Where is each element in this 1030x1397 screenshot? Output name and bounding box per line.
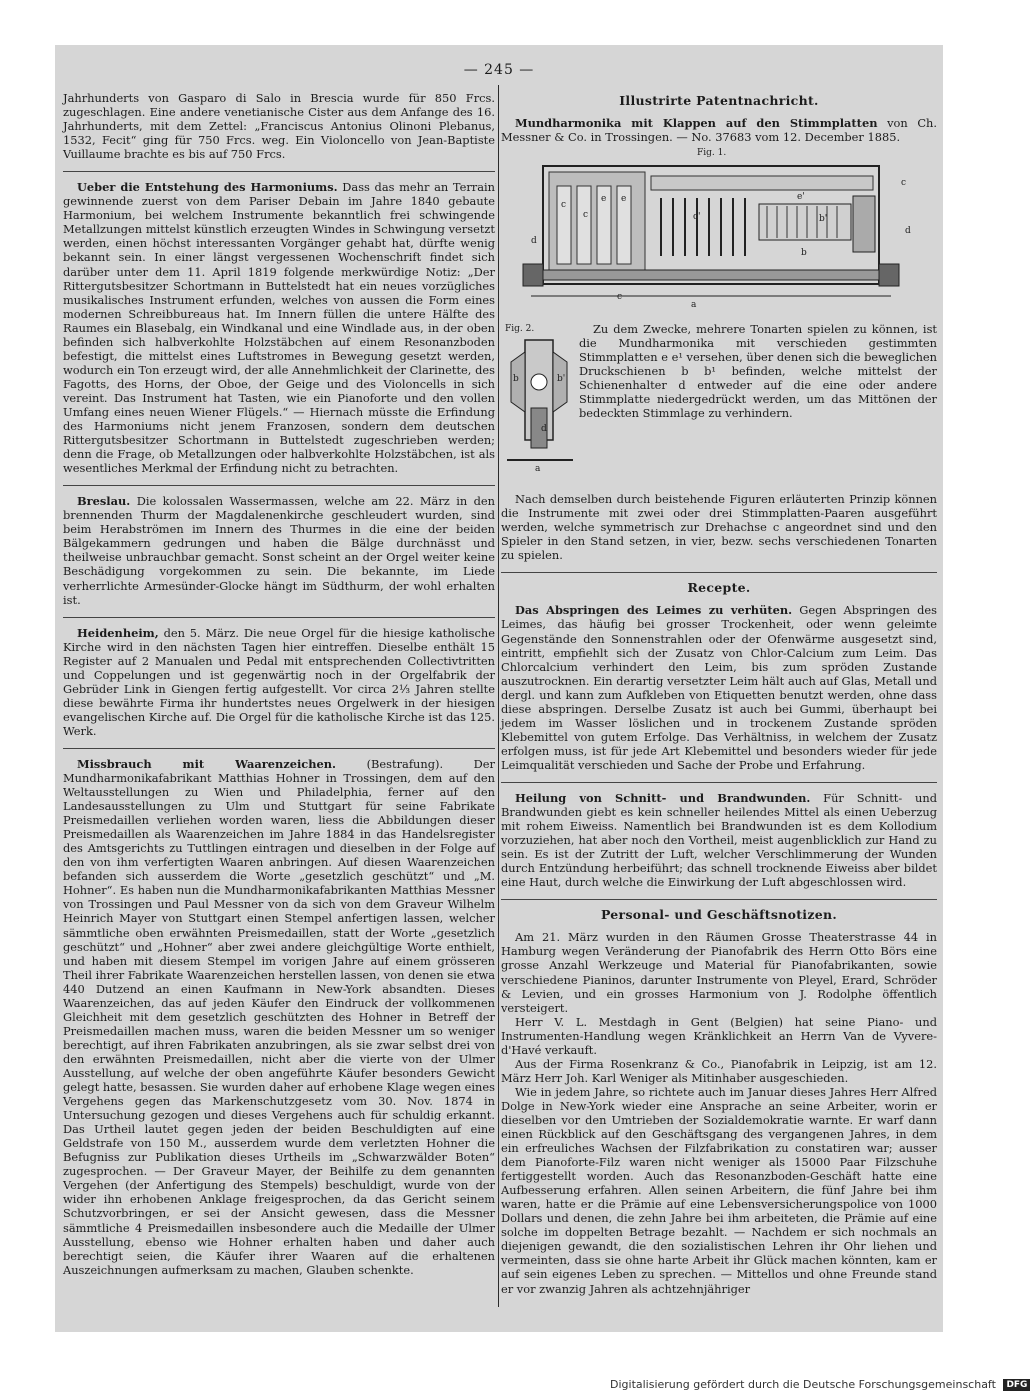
- fig1-letter: a: [691, 300, 697, 311]
- fig1-letter: c: [617, 292, 623, 303]
- divider: [63, 171, 495, 172]
- notice-leipzig: Aus der Firma Rosenkranz & Co., Pianofabrik in Leipzig, ist am 12. März Herr Joh. Karl Weniger als Mitinhaber ausgeschieden.: [501, 1056, 937, 1085]
- figure-2: [501, 322, 579, 492]
- left-column: [63, 91, 495, 1277]
- fig1-letter: e: [601, 194, 607, 205]
- article-body: Gegen Abspringen des Leimes, das häufig bei grosser Trockenheit, oder wenn geleimte Gegenstände den Sonnenstrahlen oder der Ofenwärme ausgesetzt sind, eintritt, empfiehlt sich der Zusatz von Chlor-Calcium zum Leim. Das Chlorcalcium verhindert den Leim, bis zum spröden Zustande auszutrocknen. Ein derartig versetzter Leim hält auch auf Glas, Metall und dergl. und kann zum Aufkleben von Etiquetten benutzt werden, ohne dass diese abspringen. Derselbe Zusatz ist auch bei Gummi, überhaupt bei jedem im Wasser löslichen und in trockenem Zustande spröden Klebemittel von gutem Erfolge. Das Verhältniss, in welchem der Zusatz erfolgen muss, ist für jede Art Klebemittel und besonders wieder für jede Leimqualität verschieden und Sache der Probe und Erfahrung.: [501, 603, 937, 772]
- article-body: (Bestrafung). Der Mundharmonikafabrikant Matthias Hohner in Trossingen, dem auf den Weltausstellungen zu Wien und Philadelphia, ferner auf den Landesausstellungen zu Ulm und Stuttgart für seine Fabrikate Preismedaillen verliehen worden waren, liess die Abbildungen dieser Preismedaillen als Waarenzeichen im Jahre 1884 in das Handelsregister des Amtsgerichts zu Tuttlingen eintragen und dieselben in der Folge auf den von ihm verfertigten Waaren anbringen. Auf diesen Waarenzeichen befanden sich ausserdem die Worte „gesetzlich geschützt“ und „M. Hohner“. Es haben nun die Mundharmonikafabrikanten Matthias Messner von Trossingen und Paul Messner von da sich von dem Graveur Wilhelm Heinrich Mayer von Stuttgart einen Stempel anfertigen lassen, welcher sämmtliche oben erwähnten Preismedaillen, statt der Worte „gesetzlich geschützt“ und „Hohner“ aber zwei andere gleichgültige Worte enthielt, und haben mit diesem Stempel im vorigen Jahre auf einem grösseren Theil ihrer Fabrikate Waarenzeichen herstellen lassen, von denen sie etwa 440 Dutzend an einen Kaufmann in New-York absandten. Dieses Waarenzeichen, das auf jeden Käufer den Eindruck der vollkommenen Gleichheit mit dem gesetzlich geschützten des Hohner in Betreff der Preismedaillen machen muss, waren die beiden Messner um so weniger berechtigt, auf ihren Fabrikaten anzubringen, als sie zwar selbst drei von den erwähnten Preismedaillen, nicht aber die vierte von der Ulmer Ausstellung, auf welche der oben angeführte Käufer besonders Gewicht gelegt hatte, besassen. Sie wurden daher auf erhobene Klage wegen eines Vergehens gegen das Markenschutzgesetz vom 30. Nov. 1874 in Untersuchung gezogen und dieses Vergehens auch für schuldig erkannt. Das Urtheil lautet gegen jeden der beiden Beschuldigten auf eine Geldstrafe von 150 M., ausserdem wurde dem verletzten Hohner die Befugniss zur Publikation dieses Urtheils im „Schwarzwälder Boten“ zugesprochen. — Der Graveur Mayer, der Beihilfe zu dem genannten Vergehen (der Anfertigung des Stempels) beschuldigt, wurde von der wider ihn erhobenen Anklage freigesprochen, da das Gericht seinem Schutzvorbringen, er sei der Ansicht gewesen, dass die Messner sämmtliche 4 Preismedaillen insbesondere auch die Medaille der Ulmer Ausstellung, ebenso wie Hohner erhalten haben und daher auch berechtigt seien, die Käufer ihrer Waaren auf die erhaltenen Auszeichnungen aufmerksam zu machen, Glauben schenkte.: [63, 756, 495, 1277]
- section-heading-patent: Illustrirte Patentnachricht.: [619, 93, 819, 108]
- article-title: Heidenheim,: [77, 625, 159, 640]
- fig1-letter: c: [583, 210, 589, 221]
- article-title: Missbrauch mit Waarenzeichen.: [77, 756, 336, 771]
- figure-2-label: Fig. 2.: [505, 324, 535, 335]
- fig1-letter: b: [801, 248, 807, 259]
- patent-description-2: Nach demselben durch beistehende Figuren erläuterten Prinzip können die Instrumente mit zwei oder drei Stimmplatten-Paaren ausgeführt werden, welche symmetrisch zur Drehachse c angeordnet sind und den Spieler in den Stand setzen, in vier, bezw. sechs verschiedenen Tonarten zu spielen.: [501, 492, 937, 563]
- column-divider: [498, 85, 499, 1307]
- dfg-logo: DFG: [1003, 1379, 1030, 1391]
- figure-1: [501, 146, 937, 316]
- article-body: den 5. März. Die neue Orgel für die hiesige katholische Kirche wird in den nächsten Tagen hier eintreffen. Dieselbe enthält 15 Register auf 2 Manualen und Pedal mit entsprechenden Collectivtritten und Coppelungen und ist gegenwärtig noch in der Orgelfabrik der Gebrüder Link in Giengen fertig aufgestellt. Vor circa 2⅓ Jahren stellte diese bewährte Firma ihr hundertstes neues Orgelwerk in der hiesigen evangelischen Kirche auf. Die Orgel für die katholische Kirche ist das 125. Werk.: [63, 625, 495, 738]
- fig2-letter: b: [513, 374, 519, 385]
- article-title: Breslau.: [77, 494, 131, 509]
- divider: [63, 617, 495, 618]
- article-body: Die kolossalen Wassermassen, welche am 22. März in den brennenden Thurm der Magdalenenkirche geschleudert wurden, sind beim Herabströmen im Innern des Thurmes in die eine der beiden Bälgekammern gedrungen und haben die Bälge durchnässt und theilweise unbrauchbar gemacht. Sonst scheint an der Orgel weiter keine Beschädigung vorgekommen zu sein. Die bekannte, im Liede verherrlichte Armesünder-Glocke hängt im Südthurm, der wohl erhalten ist.: [63, 494, 496, 607]
- divider: [63, 485, 495, 486]
- notice-hamburg: Am 21. März wurden in den Räumen Grosse Theaterstrasse 44 in Hamburg wegen Veränderung der Pianofabrik des Herrn Otto Börs eine grosse Anzahl Werkzeuge und Material für Pianofabrikanten, sowie verschiedene Pianinos, darunter Instrumente von Pleyel, Erard, Schröder & Levien, und ein grosses Harmonium von J. Rodolphe öffentlich versteigert.: [501, 930, 937, 1015]
- harmonica-diagram: [501, 146, 937, 316]
- article-title: Ueber die Entstehung des Harmoniums.: [77, 180, 338, 195]
- notice-gent: Herr V. L. Mestdagh in Gent (Belgien) hat seine Piano- und Instrumenten-Handlung wegen Kränklichkeit an Herrn Van de Vyvere-d'Havé verkauft.: [501, 1014, 937, 1057]
- patent-meta: von Ch. Messner & Co. in Trossingen. — No. 37683 vom 12. December 1885.: [501, 116, 937, 145]
- fig1-letter: c': [693, 212, 701, 223]
- scanned-page: [55, 45, 943, 1332]
- article-heilung: [501, 791, 937, 889]
- divider: [501, 899, 937, 900]
- article-body: Dass das mehr an Terrain gewinnende zuerst von dem Pariser Debain im Jahre 1840 gebaute Harmonium, bei welchem Instrumente bekanntlich frei schwingende Metallzungen mittelst künstlich erzeugten Windes in Schwingung versetzt werden, einen höchst interessanten Vorgänger gehabt hat, dürfte wenig bekannt sein. In einer längst vergessenen Wochenschrift findet sich darüber unter dem 11. April 1819 folgende merkwürdige Notiz: „Der Rittergutsbesitzer Schortmann in Buttelstedt hat ein neues vorzügliches musikalisches Instrument erfunden, welches von aussen die Form eines modernen Schreibbureaus hat. Im Innern füllen die untere Hälfte des Raumes ein Blasebalg, ein Windkanal und eine Windlade aus, in der oben befinden sich halbverkohlte Holzstäbchen auf einem Resonanzboden befestigt, die mittelst eines Luftstromes in Bewegung gesetzt werden, wodurch ein Ton erzeugt wird, der alle Annehmlichkeit der Clarinette, des Fagotts, des Horns, der Oboe, der Geige und des Violoncells in sich vereint. Das Instrument hat Tasten, wie ein Pianoforte und den vollen Umfang eines neuen Wiener Flügels.“ — Hiernach müsste die Erfindung des Harmoniums nicht jenem Franzosen, sondern dem deutschen Rittergutsbesitzer Schortmann in Buttelstedt zugeschrieben werden; denn die Frage, ob Metallzungen oder halbverkohlte Holzstäbchen, ist als wesentliches Merkmal der Erfindung nicht zu betrachten.: [63, 180, 495, 476]
- fig1-letter: e: [621, 194, 627, 205]
- article-waarenzeichen: [63, 757, 495, 1277]
- notice-dolge: Wie in jedem Jahre, so richtete auch im Januar dieses Jahres Herr Alfred Dolge in New-York wieder eine Ansprache an seine Arbeiter, worin er dieselben vor den Umtrieben der Sozialdemokratie warnte. Er warf dann einen Rückblick auf den Geschäftsgang des vergangenen Jahres, in dem ein erfreuliches Wachsen der Filzfabrikation zu constatiren war; ausser dem Pianoforte-Filz waren nicht weniger als 15000 Paar Filzschuhe fertiggestellt worden. Auch das Resonanzboden-Geschäft hatte eine Aufbesserung erfahren. Allen seinen Arbeitern, die fünf Jahre bei ihm waren, hatte er die Prämie auf eine Lebensversicherungspolice von 1000 Dollars und denen, die zehn Jahre bei ihm arbeiteten, die Prämie auf eine solche im doppelten Betrage bezahlt. — Nachdem er sich nochmals an diejenigen gewandt, die den sozialistischen Lehren ihr Ohr liehen und vermeinten, dass sie ohne harte Arbeit ihr Glück machen könnten, kam er auf sein eigenes Leben zu sprechen. — Mittellos und ohne Freunde stand er vor zwanzig Jahren als achtzehnjähriger: [501, 1084, 937, 1296]
- paragraph-auction: Jahrhunderts von Gasparo di Salo in Brescia wurde für 850 Frcs. zugeschlagen. Eine andere venetianische Cister aus dem Anfange des 16. Jahrhunderts, mit dem Zettel: „Franciscus Antonius Olinoni Plebanus, 1532, Fecit“ ging für 750 Frcs. weg. Ein Violoncello von Jean-Baptiste Vuillaume brachte es bis auf 750 Frcs.: [63, 91, 495, 162]
- article-leim: [501, 603, 937, 772]
- article-title: Heilung von Schnitt- und Brandwunden.: [515, 790, 811, 805]
- fig1-letter: d: [531, 236, 537, 247]
- article-harmonium: [63, 180, 495, 475]
- article-heidenheim: [63, 626, 495, 738]
- digitization-credit: [610, 1378, 1030, 1391]
- figure-2-text: [579, 322, 937, 492]
- credit-text: Digitalisierung gefördert durch die Deutsche Forschungsgemeinschaft: [610, 1378, 996, 1391]
- fig1-letter: c: [561, 200, 567, 211]
- fig1-letter: b': [819, 214, 828, 225]
- divider: [501, 572, 937, 573]
- fig1-letter: d: [905, 226, 911, 237]
- article-body: Für Schnitt- und Brandwunden giebt es kein schneller heilendes Mittel als einen Ueberzug mit rohem Eiweiss. Namentlich bei Brandwunden ist es dem Kollodium vorzuziehen, hat aber noch den Vortheil, meist augenblicklich zur Hand zu sein. Es ist der Zutritt der Luft, welcher Verschlimmerung der Wunden durch Entzündung herbeiführt; das schnell trocknende Eiweiss aber bildet eine Haut, durch welche die Einwirkung der Luft abgeschlossen wird.: [501, 790, 937, 890]
- section-heading-personal: Personal- und Geschäftsnotizen.: [600, 907, 838, 923]
- fig1-letter: c: [901, 178, 907, 189]
- fig2-letter: a: [535, 464, 541, 475]
- article-title: Das Abspringen des Leimes zu verhüten.: [515, 603, 793, 618]
- paper: [55, 45, 943, 1332]
- figure-1-label: Fig. 1.: [697, 148, 727, 159]
- fig2-letter: d: [541, 424, 547, 435]
- patent-intro: [501, 116, 937, 144]
- section-heading-recepte: Recepte.: [687, 580, 751, 596]
- figure-2-block: [501, 322, 937, 492]
- right-column: [501, 91, 937, 1296]
- divider: [63, 748, 495, 749]
- divider: [501, 782, 937, 783]
- page-number: — 245 —: [463, 62, 535, 78]
- article-breslau: [63, 494, 495, 606]
- patent-description: Zu dem Zwecke, mehrere Tonarten spielen zu können, ist die Mundharmonika mit verschieden gestimmten Stimmplatten e e¹ versehen, über denen sich die beweglichen Druckschienen b b¹ befinden, welche mittelst der Schienenhalter d entweder auf die eine oder andere Stimmplatte niedergedrückt werden, um das Mittönen der bedeckten Stimmlage zu verhindern.: [579, 322, 937, 421]
- fig1-letter: e': [797, 192, 805, 203]
- fig2-letter: b': [557, 374, 566, 385]
- patent-title: Mundharmonika mit Klappen auf den Stimmplatten: [515, 116, 878, 131]
